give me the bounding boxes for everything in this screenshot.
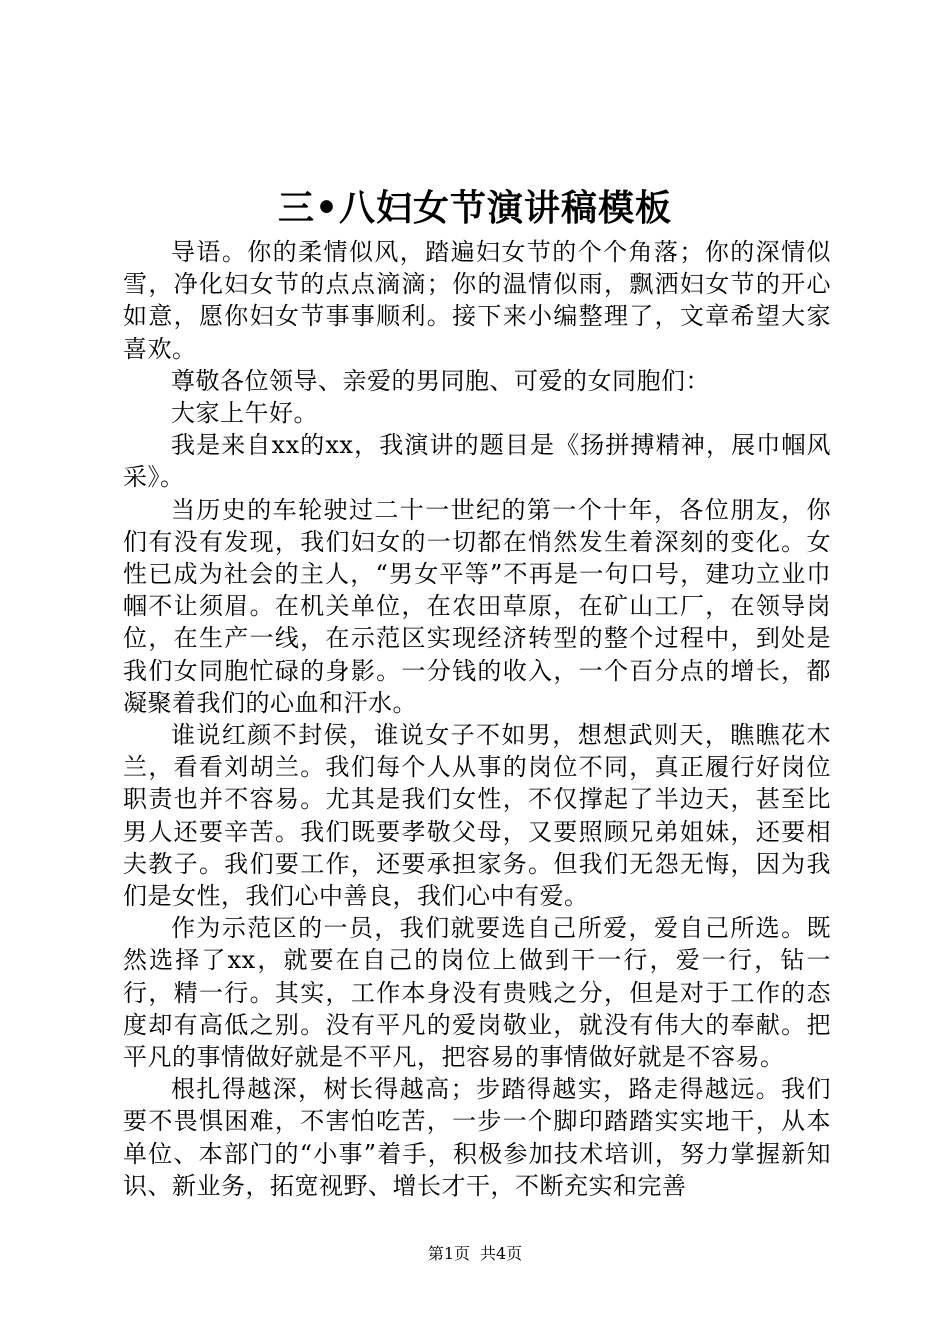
- document-title: 三•八妇女节演讲稿模板: [277, 187, 672, 229]
- paragraph-dedication: 作为示范区的一员，我们就要选自己所爱，爱自己所选。既然选择了xx，就要在自己的岗位上做到干一行，爱一行，钻一行，精一行。其实，工作本身没有贵贱之分，但是对于工作的态度却有高低之别。没有平凡的爱岗敬业，就没有伟大的奉献。把平凡的事情做好就是不平凡，把容易的事情做好就是不容易。: [123, 914, 831, 1072]
- paragraph-perseverance: 根扎得越深，树长得越高；步踏得越实，路走得越远。我们要不畏惧困难，不害怕吃苦，一步一个脚印踏踏实实地干，从本单位、本部门的“小事”着手，积极参加技术培训，努力掌握新知识、新业务，拓宽视野、增长才干，不断充实和完善: [123, 1075, 831, 1200]
- page-number: 第1页: [427, 1244, 470, 1263]
- paragraph-salutation: 尊敬各位领导、亲爱的男同胞、可爱的女同胞们：: [171, 366, 710, 395]
- paragraph-greeting: 大家上午好。: [171, 399, 318, 428]
- page-total: 共4页: [480, 1244, 523, 1263]
- document-body: [123, 236, 831, 1202]
- paragraph-women-roles: 谁说红颜不封侯，谁说女子不如男，想想武则天，瞧瞧花木兰，看看刘胡兰。我们每个人从事的岗位不同，真正履行好岗位职责也并不容易。尤其是我们女性，不仅撑起了半边天，甚至比男人还要辛苦。我们既要孝敬父母，又要照顾兄弟姐妹，还要相夫教子。我们要工作，还要承担家务。但我们无怨无悔，因为我们是女性，我们心中善良，我们心中有爱。: [123, 721, 831, 911]
- page-footer: [0, 1244, 950, 1264]
- paragraph-history: 当历史的车轮驶过二十一世纪的第一个十年，各位朋友，你们有没有发现，我们妇女的一切都在悄然发生着深刻的变化。女性已成为社会的主人，“男女平等”不再是一句口号，建功立业巾帼不让须眉。在机关单位，在农田草原，在矿山工厂，在领导岗位，在生产一线，在示范区实现经济转型的整个过程中，到处是我们女同胞忙碌的身影。一分钱的收入，一个百分点的增长，都凝聚着我们的心血和汗水。: [123, 495, 831, 717]
- paragraph-intro: 导语。你的柔情似风，踏遍妇女节的个个角落；你的深情似雪，净化妇女节的点点滴滴；你的温情似雨，飘洒妇女节的开心如意，愿你妇女节事事顺利。接下来小编整理了，文章希望大家喜欢。: [123, 238, 831, 363]
- paragraph-speech-topic: 我是来自xx的xx，我演讲的题目是《扬拼搏精神，展巾帼风采》。: [123, 431, 831, 492]
